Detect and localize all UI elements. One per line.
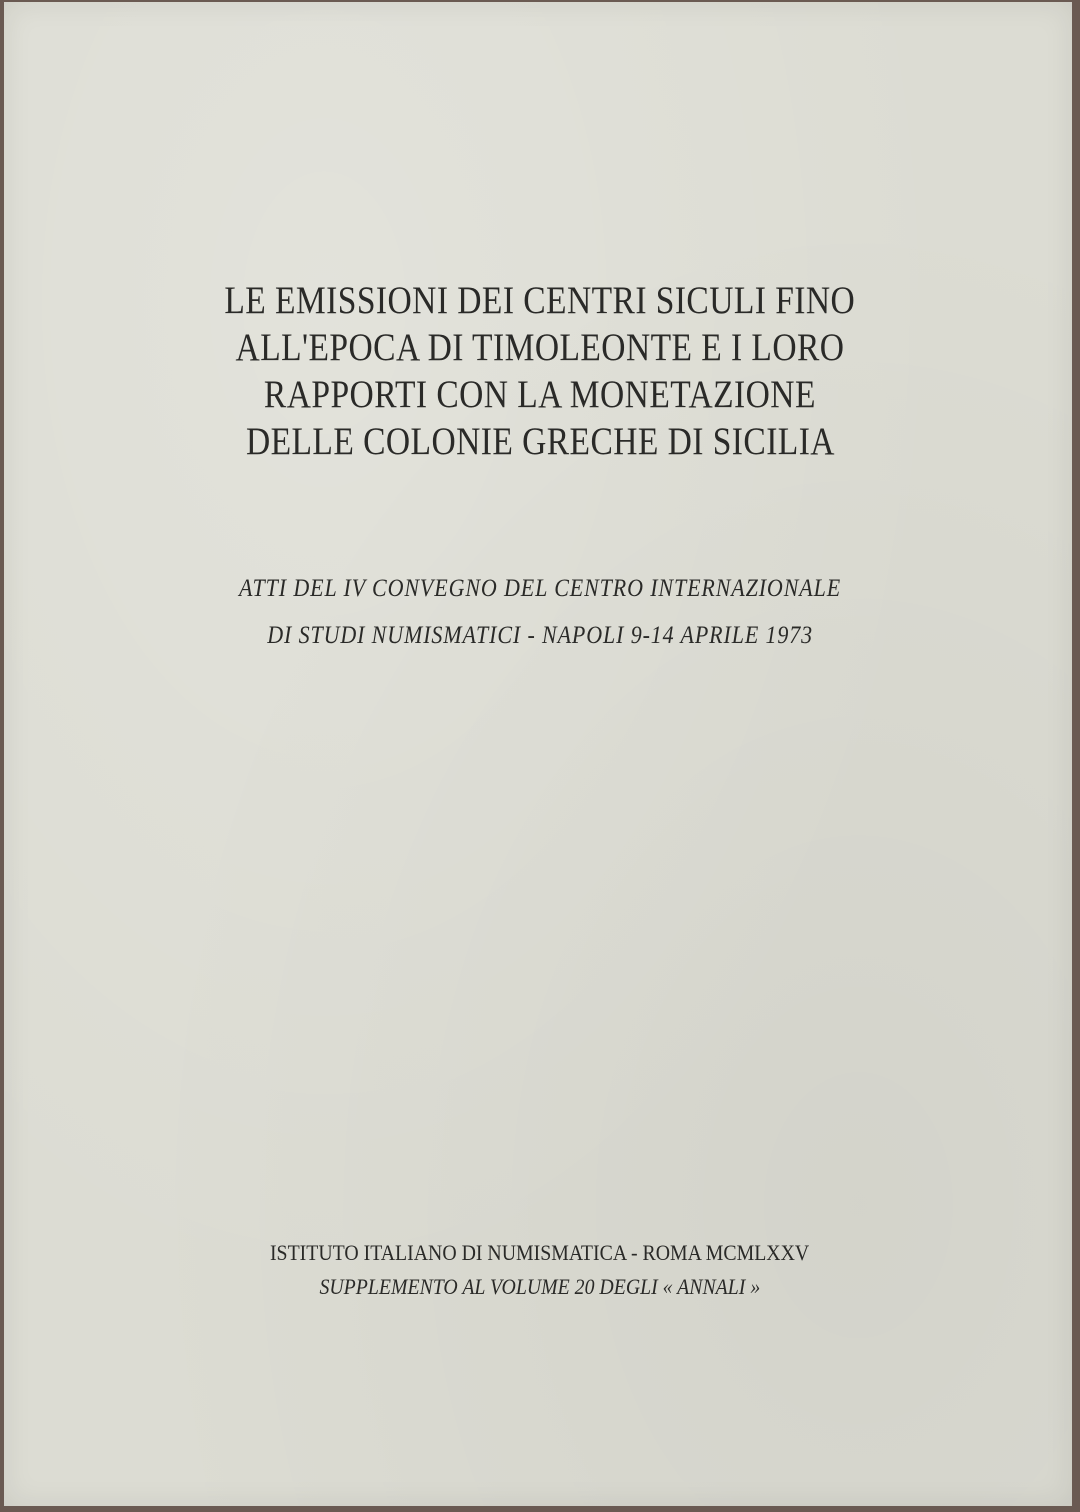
title-line-1: LE EMISSIONI DEI CENTRI SICULI FINO	[224, 279, 856, 322]
title-line-3: RAPPORTI CON LA MONETAZIONE	[264, 373, 816, 416]
title-line-2: ALL'EPOCA DI TIMOLEONTE E I LORO	[235, 326, 845, 369]
subtitle-line-1: ATTI DEL IV CONVEGNO DEL CENTRO INTERNAZIONALE	[239, 575, 841, 602]
publisher: ISTITUTO ITALIANO DI NUMISMATICA - ROMA MCMLXXV	[270, 1240, 810, 1265]
title-line-4: DELLE COLONIE GRECHE DI SICILIA	[245, 420, 835, 463]
subtitle-line-2: DI STUDI NUMISMATICI - NAPOLI 9-14 APRILE 1973	[267, 622, 813, 649]
supplement-note: SUPPLEMENTO AL VOLUME 20 DEGLI « ANNALI »	[319, 1274, 761, 1299]
